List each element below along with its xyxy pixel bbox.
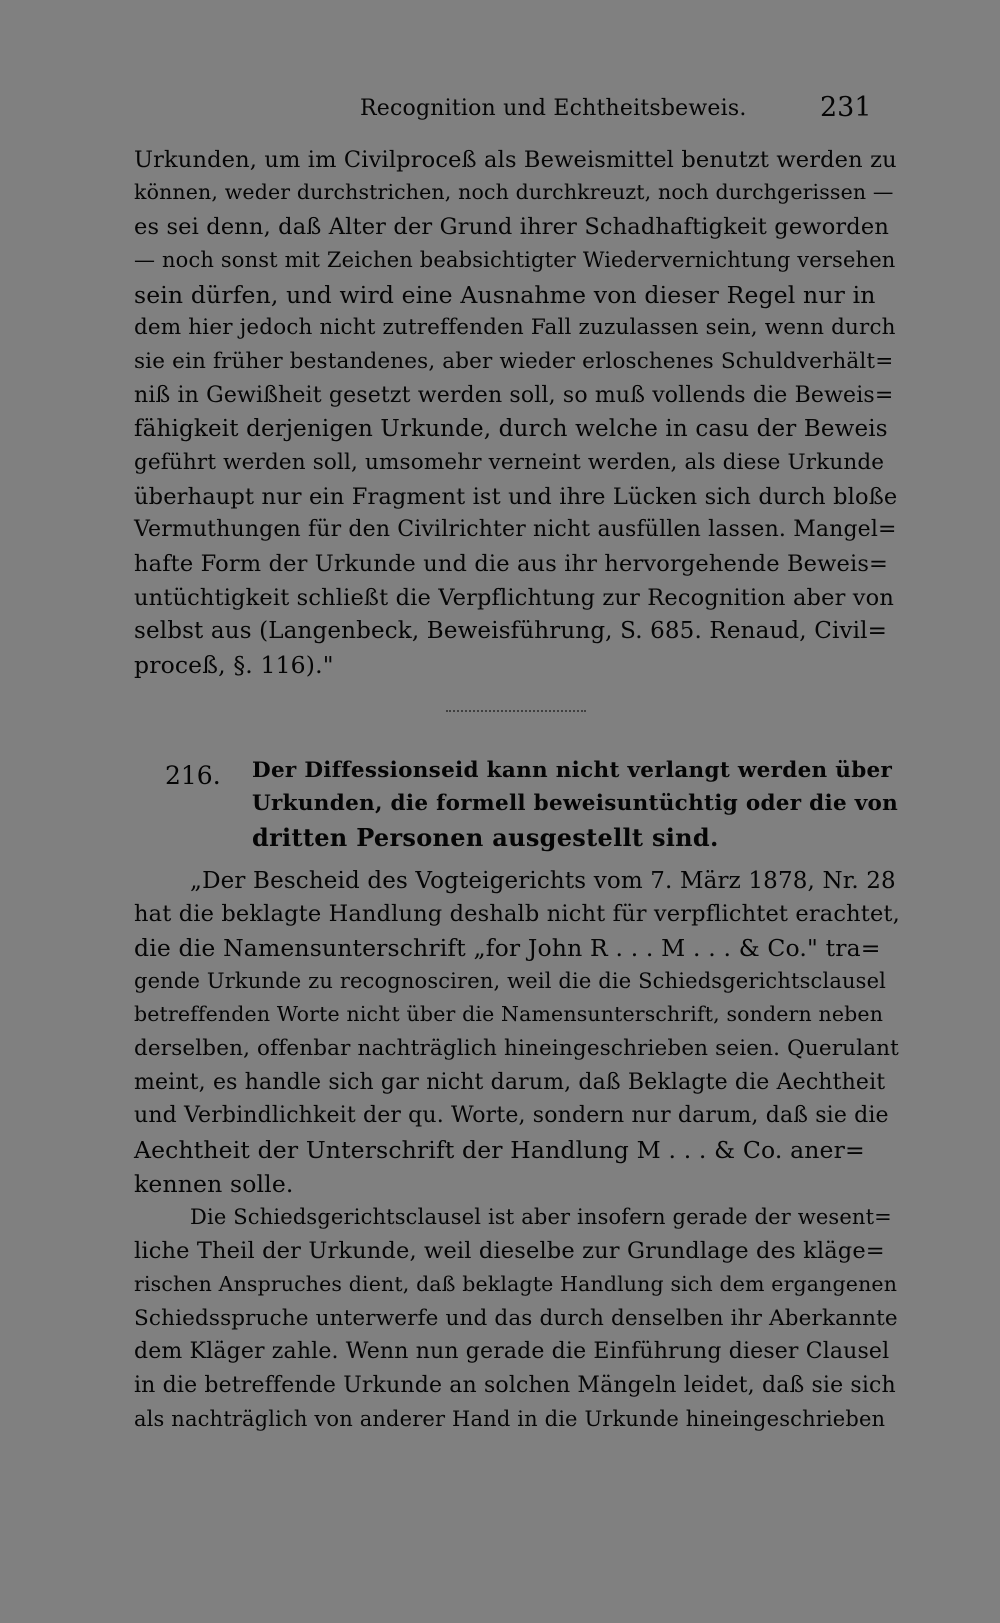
section-divider — [446, 710, 586, 712]
text-line: überhaupt nur ein Fragment ist und ihre Lücken sich durch bloße — [134, 484, 898, 510]
text-line: und Verbindlichkeit der qu. Worte, sondern nur darum, daß sie die — [134, 1103, 889, 1128]
text-line: als nachträglich von anderer Hand in die Urkunde hineingeschrieben — [134, 1407, 886, 1431]
heading-line: Urkunden, die formell beweisuntüchtig oder die von — [252, 791, 899, 816]
text-line: betreffenden Worte nicht über die Namensunterschrift, sondern neben — [134, 1002, 884, 1026]
text-line: Schiedsspruche unterwerfe und das durch denselben ihr Aberkannte — [134, 1306, 898, 1331]
text-line: sein dürfen, und wird eine Ausnahme von dieser Regel nur in — [134, 281, 876, 309]
text-line: in die betreffende Urkunde an solchen Mängeln leidet, daß sie sich — [134, 1373, 896, 1398]
running-title: Recognition und Echtheitsbeweis. — [360, 96, 747, 121]
text-line: Aechtheit der Unterschrift der Handlung M . . . & Co. aner= — [134, 1136, 865, 1164]
page-number: 231 — [820, 92, 872, 123]
text-line: Die Schiedsgerichtsclausel ist aber insofern gerade der wesent= — [190, 1205, 892, 1229]
text-line: selbst aus (Langenbeck, Beweisführung, S. 685. Renaud, Civil= — [134, 618, 888, 644]
text-line: es sei denn, daß Alter der Grund ihrer Schadhaftigkeit geworden — [134, 214, 889, 240]
heading-line: Der Diffessionseid kann nicht verlangt werden über — [252, 758, 893, 783]
text-line: niß in Gewißheit gesetzt werden soll, so muß vollends die Beweis= — [134, 383, 894, 408]
text-line: Urkunden, um im Civilproceß als Beweismittel benutzt werden zu — [134, 147, 897, 173]
text-line: sie ein früher bestandenes, aber wieder erloschenes Schuldverhält= — [134, 349, 894, 374]
text-line: können, weder durchstrichen, noch durchkreuzt, noch durchgerissen — — [134, 180, 894, 204]
section-number: 216. — [165, 761, 221, 790]
text-line: gende Urkunde zu recognosciren, weil die die Schiedsgerichtsclausel — [134, 969, 887, 993]
text-line: Vermuthungen für den Civilrichter nicht ausfüllen lassen. Mangel= — [134, 517, 897, 542]
text-line: dem Kläger zahle. Wenn nun gerade die Einführung dieser Clausel — [134, 1339, 890, 1364]
text-line: die die Namensunterschrift „for John R . . . M . . . & Co." tra= — [134, 934, 881, 962]
text-line: hat die beklagte Handlung deshalb nicht für verpflichtet erachtet, — [134, 901, 900, 927]
text-line: rischen Anspruches dient, daß beklagte Handlung sich dem ergangenen — [134, 1272, 898, 1296]
running-head — [0, 90, 1000, 130]
text-line: geführt werden soll, umsomehr verneint werden, als diese Urkunde — [134, 450, 885, 475]
text-line: liche Theil der Urkunde, weil dieselbe zur Grundlage des kläge= — [134, 1238, 885, 1264]
text-line: fähigkeit derjenigen Urkunde, durch welche in casu der Beweis — [134, 416, 888, 442]
text-line: kennen solle. — [134, 1170, 294, 1198]
text-line: meint, es handle sich gar nicht darum, daß Beklagte die Aechtheit — [134, 1070, 886, 1095]
text-line: derselben, offenbar nachträglich hineingeschrieben seien. Querulant — [134, 1036, 899, 1061]
heading-line: dritten Personen ausgestellt sind. — [252, 823, 719, 852]
text-line: „Der Bescheid des Vogteigerichts vom 7. März 1878, Nr. 28 — [190, 868, 896, 894]
text-line: hafte Form der Urkunde und die aus ihr hervorgehende Beweis= — [134, 551, 889, 577]
text-line: dem hier jedoch nicht zutreffenden Fall zuzulassen sein, wenn durch — [134, 315, 896, 340]
text-line: untüchtigkeit schließt die Verpflichtung zur Recognition aber von — [134, 585, 894, 611]
text-line: proceß, §. 116)." — [134, 651, 334, 679]
text-line: — noch sonst mit Zeichen beabsichtigter Wiedervernichtung versehen — [134, 248, 896, 272]
